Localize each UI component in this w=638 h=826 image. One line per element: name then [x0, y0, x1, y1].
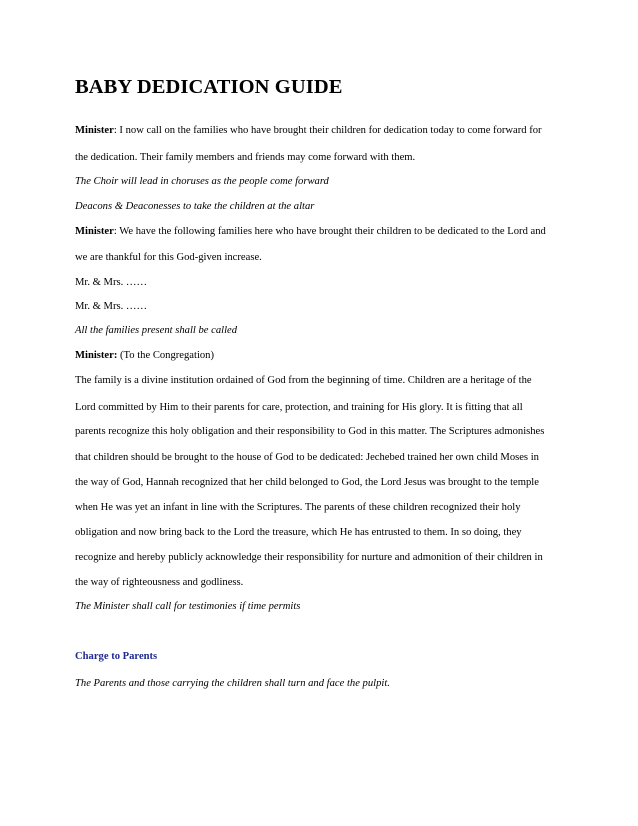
families-called-instruction: All the families present shall be called — [75, 325, 238, 336]
minister-paragraph-2-line-2: we are thankful for this God-given increase. — [75, 252, 262, 263]
body-line: Lord committed by Him to their parents for care, protection, and training for His glory. It is fitting that all — [75, 402, 523, 413]
parents-instruction: The Parents and those carrying the children shall turn and face the pulpit. — [75, 678, 390, 689]
charge-to-parents-heading: Charge to Parents — [75, 651, 158, 662]
minister-label: Minister — [75, 226, 114, 237]
minister-label-colon: Minister: — [75, 350, 118, 361]
page-title: BABY DEDICATION GUIDE — [75, 76, 343, 98]
body-line: obligation and now bring back to the Lord the treasure, which He has entrusted to them. In so doing, they — [75, 527, 522, 538]
minister-paragraph-1-text: : I now call on the families who have brought their children for dedication today to come forward for — [113, 125, 542, 136]
minister-paragraph-2-text: : We have the following families here who have brought their children to be dedicated to the Lord and — [113, 226, 546, 237]
minister-label: Minister — [75, 125, 114, 136]
minister-paragraph-2-line-1 — [75, 225, 546, 239]
body-line: the way of God, Hannah recognized that her child belonged to God, the Lord Jesus was brought to the temple — [75, 477, 539, 488]
family-entry-2: Mr. & Mrs. …… — [75, 301, 148, 312]
testimonies-instruction: The Minister shall call for testimonies if time permits — [75, 601, 301, 612]
body-line: The family is a divine institution ordained of God from the beginning of time. Children are a heritage of the — [75, 375, 532, 386]
family-entry-1: Mr. & Mrs. …… — [75, 277, 148, 288]
deacons-instruction: Deacons & Deaconesses to take the children at the altar — [75, 201, 315, 212]
minister-paragraph-1-line-1 — [75, 124, 542, 138]
body-line: recognize and hereby publicly acknowledge their responsibility for nurture and admonition of their children in — [75, 552, 543, 563]
body-line: the way of righteousness and godliness. — [75, 577, 244, 588]
body-line: when He was yet an infant in line with the Scriptures. The parents of these children recognized their holy — [75, 502, 521, 513]
body-line: that children should be brought to the house of God to be dedicated: Jechebed trained her own child Moses in — [75, 452, 539, 463]
choir-instruction: The Choir will lead in choruses as the people come forward — [75, 176, 329, 187]
to-congregation-text: (To the Congregation) — [117, 350, 215, 361]
minister-paragraph-1-line-2: the dedication. Their family members and friends may come forward with them. — [75, 152, 416, 163]
body-line: parents recognize this holy obligation and their responsibility to God in this matter. The Scriptures admonishes — [75, 426, 545, 437]
minister-to-congregation — [75, 349, 214, 363]
